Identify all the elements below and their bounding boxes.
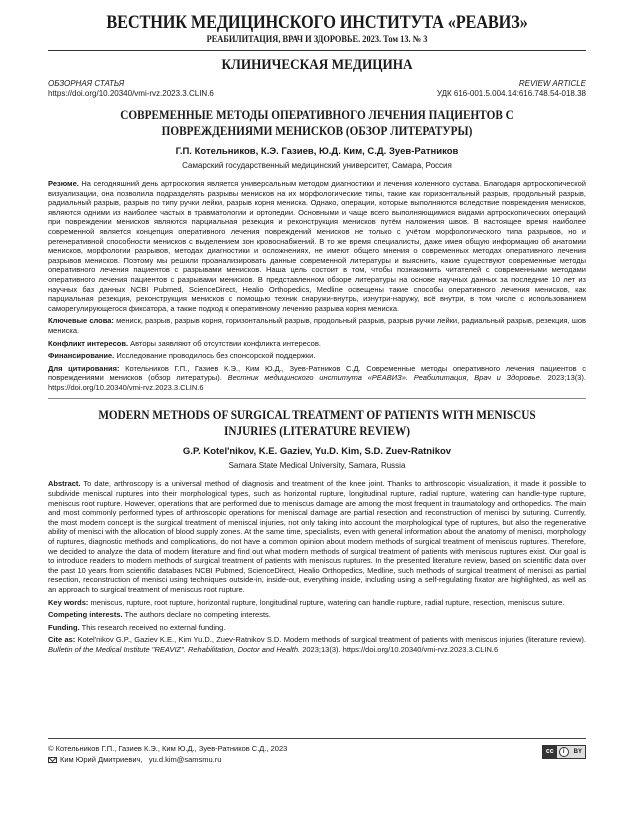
- competing-en: [48, 610, 586, 620]
- meta-row: [48, 79, 586, 99]
- journal-title: ВЕСТНИК МЕДИЦИНСКОГО ИНСТИТУТА «РЕАВИЗ»: [106, 12, 528, 33]
- contact-line: [48, 754, 287, 765]
- authors-en: G.P. Kotel'nikov, K.E. Gaziev, Yu.D. Kim, S.D. Zuev-Ratnikov: [182, 446, 452, 458]
- footer-divider: [48, 738, 586, 739]
- cc-label: cc: [543, 746, 557, 758]
- contact-name: Ким Юрий Дмитриевич,: [60, 755, 143, 764]
- abstract-ru-label: Резюме.: [48, 179, 79, 188]
- language-divider: [48, 398, 586, 399]
- affiliation-ru: Самарский государственный медицинский университет, Самара, Россия: [182, 161, 452, 170]
- section-title: КЛИНИЧЕСКАЯ МЕДИЦИНА: [221, 57, 413, 73]
- keywords-en-label: Key words:: [48, 597, 89, 607]
- citation-ru: [48, 364, 586, 393]
- page-footer: [48, 738, 586, 765]
- doi-link[interactable]: https://doi.org/10.20340/vmi-rvz.2023.3.CLIN.6: [48, 89, 214, 98]
- authors-ru: Г.П. Котельников, К.Э. Газиев, Ю.Д. Ким, С.Д. Зуев-Ратников: [175, 146, 459, 157]
- citation-ru-text: Котельников Г.П., Газиев К.Э., Ким Ю.Д., Зуев-Ратников С.Д. Современные методы оперативного лечения пациентов с повреждениями менисков (обзор литературы).: [48, 363, 586, 383]
- journal-subtitle: РЕАБИЛИТАЦИЯ, ВРАЧ И ЗДОРОВЬЕ. 2023. Том 13. № 3: [206, 35, 428, 45]
- abstract-ru: [48, 179, 586, 313]
- article-title-en: MODERN METHODS OF SURGICAL TREATMENT OF PATIENTS WITH MENISCUS INJURIES (LITERATURE REVIEW): [98, 408, 536, 439]
- keywords-ru-label: Ключевые слова:: [48, 316, 114, 326]
- abstract-en: [48, 479, 586, 594]
- citation-ru-label: Для цитирования:: [48, 363, 120, 373]
- abstract-en-label: Abstract.: [48, 479, 81, 489]
- article-title-ru: СОВРЕМЕННЫЕ МЕТОДЫ ОПЕРАТИВНОГО ЛЕЧЕНИЯ ПАЦИЕНТОВ С ПОВРЕЖДЕНИЯМИ МЕНИСКОВ (ОБЗОР ЛИТЕРАТУРЫ): [120, 108, 514, 138]
- abstract-en-text: To date, arthroscopy is a universal method of diagnosis and treatment of the knee joint. Thanks to arthroscopic visualization, it made it possible to subdivide meniscal ruptures into their morphological types, such as horizontal rupture, longitudinal rupture, radial rupture, watering can handle-type rupture, meniscus root rupture. However, operations that are performed due to meniscus damage are among the most frequent in traumatology and orthopedics. The main and most commonly performed types of arthroscopic operations for meniscal damage are partial resection and reconstruction of menisci by suturing. Currently, the most modern concept is the surgical treatment of meniscal injuries, not only taking into account the morphological type of ruptures, but also the regenerative ability of menisci with the allocation of blood supply zones. At the same time, specialists, even with general information about the anatomy of menisci, morphology of ruptures, diagnostic methods and complications, do not have a common opinion about modern methods of surgical treatment of meniscus ruptures. Therefore, we decided to analyze the data of modern literature and find out what modern methods of surgical treatment of patients with meniscus ruptures exist. Our goal is to introduce readers to modern methods of surgical treatment of patients with meniscus ruptures. In the presented literature review, based on scientific data over the past 10 years from scientific databases NCBI Pubmed, ScienceDirect, Healio Orthopedics, Medline, such methods of surgical treatment of menisci as partial resection, reconstruction of menisci using techniques outside-in, inside-out, everything inside, including using a self-regulating fixator are highlighted, as well as an approach to surgical treatment of meniscus root rupture.: [48, 479, 586, 594]
- keywords-en: [48, 598, 586, 608]
- keywords-ru: [48, 316, 586, 335]
- contact-email[interactable]: yu.d.kim@samsmu.ru: [148, 755, 222, 764]
- envelope-icon: [48, 757, 57, 763]
- citation-ru-journal: Вестник медицинского института «РЕАВИЗ». Реабилитация, Врач и Здоровье.: [227, 373, 542, 383]
- funding-ru-text: Исследование проводилось без спонсорской поддержки.: [116, 351, 316, 361]
- conflict-ru-label: Конфликт интересов.: [48, 338, 129, 348]
- citation-en: [48, 635, 586, 654]
- funding-en-text: This research received no external funding.: [81, 622, 226, 632]
- cc-by-license-badge[interactable]: [542, 745, 586, 759]
- citation-en-label: Cite as:: [48, 635, 76, 645]
- citation-en-tail[interactable]: 2023;13(3). https://doi.org/10.20340/vmi-rvz.2023.3.CLIN.6: [302, 644, 499, 654]
- by-label: BY: [573, 748, 582, 755]
- conflict-ru: [48, 339, 586, 349]
- keywords-en-text: meniscus, rupture, root rupture, horizontal rupture, longitudinal rupture, watering can handle rupture, radial rupture, resection, meniscus suture.: [90, 597, 565, 607]
- article-type-en: REVIEW ARTICLE: [518, 79, 586, 88]
- keywords-ru-text: мениск, разрыв, разрыв корня, горизонтальный разрыв, продольный разрыв, разрыв ручки лейки, радиальный разрыв, резекция, шов мениска.: [48, 316, 586, 335]
- citation-en-text: Kotel'nikov G.P., Gaziev K.E., Kim Yu.D., Zuev-Ratnikov S.D. Modern methods of surgical treatment of patients with meniscus injuries (literature review).: [77, 635, 586, 645]
- conflict-ru-text: Авторы заявляют об отсутствии конфликта интересов.: [130, 338, 321, 348]
- article-type-ru: ОБЗОРНАЯ СТАТЬЯ: [48, 79, 125, 88]
- funding-ru: [48, 351, 586, 361]
- citation-en-journal: Bulletin of the Medical Institute "REAVIZ". Rehabilitation, Doctor and Health.: [48, 644, 301, 654]
- funding-en: [48, 623, 586, 633]
- competing-en-label: Competing interests.: [48, 610, 123, 620]
- abstract-ru-text: На сегодняшний день артроскопия является универсальным методом диагностики и лечения коленного сустава. Благодаря артроскопической визуализации, она позволила подразделять разрывы менисков на их морфологические типы, такие как горизонтальный разрыв, продольный разрыв, радиальный разрыв, разрыв по типу ручки лейки, разрыв корня мениска. Однако, операции, которые выполняются вследствие повреждения менисков, являются одними из наиболее частых в травматологии и ортопедии. Основными и чаще всего выполняющимися видами артроскопических операций при повреждении менисков являются парциальная резекция и реконструкция менисков путём наложения швов. В настоящее время наиболее современной является концепция оперативного лечения повреждений менисков не только с учётом морфологического типа разрывов, но и регенеративной способности менисков с выделением зон кровоснабжений. В то же время специалисты, даже имея общую информацию об анатомии менисков, морфологии разрывов, методах диагностики и осложнениях, не имеют общего мнения о современных методах оперативного лечения разрывов менисков. Поэтому мы решили проанализировать данные современной литературы и выяснить, какие существуют современные методы оперативного лечения пациентов с разрывами менисков. Наша цель состоит в том, чтобы познакомить читателей с современными методами оперативного лечения пациентов с разрывами менисков. В представленном обзоре литературы на основе научных данных за последние 10 лет из научных баз данных NCBI Pubmed, ScienceDirect, Healio Orthopedics, Medline освещены такие способы оперативного лечения менисков, как парциальная резекция, реконструкция менисков с помощью техник снаружи-внутрь, изнутри-наружу, всё внутри, в том числе с использованием саморегулирующегося фиксатора, а также подход к оперативному лечению разрыва корня мениска.: [48, 179, 586, 313]
- citation-ru-tail[interactable]: 2023;13(3). https://doi.org/10.20340/vmi-rvz.2023.3.CLIN.6: [48, 373, 586, 392]
- affiliation-en: Samara State Medical University, Samara, Russia: [228, 461, 406, 471]
- attribution-icon: i: [559, 747, 569, 757]
- header-divider: [48, 50, 586, 51]
- funding-ru-label: Финансирование.: [48, 351, 115, 361]
- funding-en-label: Funding.: [48, 622, 80, 632]
- copyright-line: © Котельников Г.П., Газиев К.Э., Ким Ю.Д., Зуев-Ратников С.Д., 2023: [48, 744, 288, 753]
- competing-en-text: The authors declare no competing interests.: [124, 610, 271, 620]
- udc-code: УДК 616-001.5.004.14:616.748.54-018.38: [436, 89, 586, 98]
